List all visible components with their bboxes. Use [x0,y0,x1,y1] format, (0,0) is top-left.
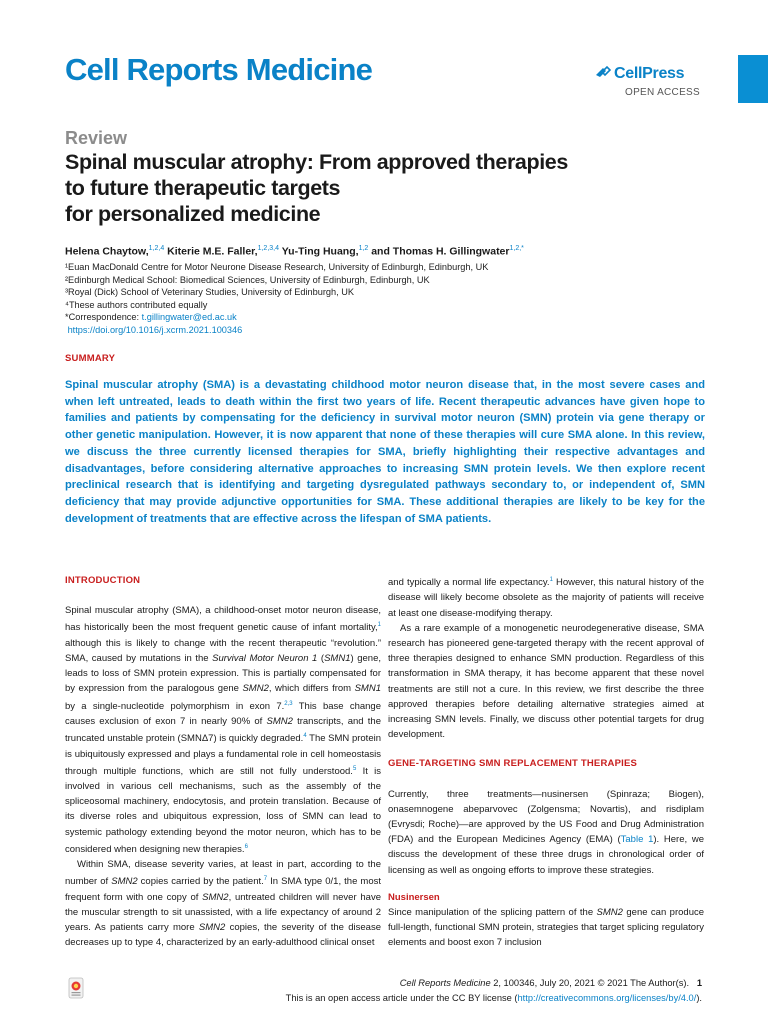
citation-ref[interactable]: 5 [352,765,357,772]
gene-name: SMN2 [111,876,138,888]
text: However, this natural history of the disease will likely become obsolete as the majority of patients will receive at least one disease-modifying therapy. [388,577,704,619]
journal-color-tab [738,55,768,103]
title-line-1: Spinal muscular atrophy: From approved therapies [65,150,568,174]
author-name[interactable]: and Thomas H. Gillingwater [371,245,510,258]
text: ( [317,652,325,664]
gene-name: SMN1 [354,683,381,695]
publisher-name: CellPress [614,65,685,82]
text: transcripts, and the truncated unstable protein (SMNΔ7) is quickly degraded. [65,715,381,745]
author-name[interactable]: Yu-Ting Huang, [281,245,359,258]
left-column [65,573,381,951]
gene-name: SMN1 [324,652,351,664]
text: Since manipulation of the splicing pattern of the [388,907,597,919]
footer-journal: Cell Reports Medicine [399,978,491,988]
check-for-updates-icon[interactable] [68,977,84,999]
table-1-link[interactable]: Table 1 [620,834,654,846]
citation-line [400,978,702,988]
affiliation-2: ²Edinburgh Medical School: Biomedical Sciences, University of Edinburgh, Edinburgh, UK [65,274,430,285]
gene-targeting-heading: GENE-TARGETING SMN REPLACEMENT THERAPIES [388,758,638,770]
correspondence [65,311,715,324]
right-column [388,573,704,951]
author-affil-sup: 1,2,* [509,245,524,252]
citation-ref[interactable]: 2,3 [284,700,293,707]
gene-name: SMN2 [266,715,293,727]
gene-name: SMN2 [198,922,226,934]
cellpress-logo[interactable] [594,65,684,83]
introduction-heading: INTRODUCTION [65,575,141,586]
text: In SMA type 0/1, the most frequent form with one copy of [65,876,381,903]
gene-name: SMN2 [202,891,229,903]
text: , untreated children will never have the muscular strength to sit unassisted, with a life expectancy of around 2 years. As patients carry more [65,891,381,934]
gene-name: Survival Motor Neuron 1 [212,652,318,664]
affiliation-1: ¹Euan MacDonald Centre for Motor Neurone Disease Research, University of Edinburgh, Edinburgh, UK [65,262,489,272]
text: The SMN protein is ubiquitously expressed and plays a fundamental role in cell homeostasis through multiple functions, which are still not fully understood. [65,733,381,777]
nusinersen-heading: Nusinersen [388,891,440,903]
citation-ref[interactable]: 6 [244,843,248,850]
correspondence-label: *Correspondence: [65,312,142,323]
title-line-2: to future therapeutic targets [65,176,341,200]
text: It is involved in various cell mechanisms, such as the assembly of the spliceosomal machinery, endocytosis, and protein translation. Because of its diverse roles and ubiquitous expression, loss of SMN can lead to systemic pathology extending beyond the motor neuron, which has to be considered when designing new therapies. [65,765,381,856]
license-text: This is an open access article under the CC BY license ( [285,993,518,1003]
text: by a single-nucleotide polymorphism in exon 7. [65,700,285,712]
gene-name: SMN2 [596,907,623,919]
citation-ref[interactable]: 7 [263,876,268,883]
cellpress-icon [594,65,612,79]
title-line-3: for personalized medicine [65,202,321,226]
summary-text: Spinal muscular atrophy (SMA) is a devastating childhood motor neuron disease that, in the most severe cases and when left untreated, leads to death within the first two years of life. Recent therapeutic advances have given hope to families and patients by compensating for the deficiency in survival motor neuron (SMN) protein via gene therapy or other genetic manipulation. However, it is now apparent that none of these therapies will cure SMA alone. In this review, we discuss the three currently licensed therapies for SMA, briefly highlighting their respective advantages and disadvantages, before considering alternative approaches to increasing SMN protein levels. We then explore recent preclinical research that is identifying and targeting dysregulated pathways secondary to, or independent of, SMN deficiency that may provide adjunctive opportunities for SMA. These additional therapies are likely to be key for the development of treatments that are effective across the lifespan of SMA patients. [65,379,705,525]
doi [65,324,715,337]
affiliation-4: ⁴These authors contributed equally [65,299,208,310]
text: Spinal muscular atrophy (SMA), a childhood-onset motor neuron disease, has historically been the most frequent genetic cause of infant mortality, [65,605,381,634]
author-affil-sup: 1,2 [358,245,369,252]
text: Currently, three treatments—nusinersen (Spinraza; Biogen), onasemnogene abeparvovec (Zolgensma; Novartis), and risdiplam (Evrysdi; Roche)—are approved by the US Food and Drug Administration (FDA) and the European Medicines Agency (EMA) ( [388,788,704,846]
summary-heading: SUMMARY [65,353,116,364]
author-name[interactable]: Kiterie M.E. Faller, [167,245,258,258]
text: Within SMA, disease severity varies, at least in part, according to the number of [65,859,381,888]
author-list [65,245,715,258]
author-affil-sup: 1,2,3,4 [257,245,280,252]
citation-ref[interactable]: 1 [377,622,381,629]
license-line [286,993,702,1003]
text: This base change causes exclusion of exon 7 in nearly 90% of [65,700,381,727]
text: although this is likely to change with the recent therapeutic “revolution.” SMA, caused by mutations in the [65,637,381,664]
nusinersen-paragraph [388,905,704,951]
article-title [65,149,705,227]
affiliations [65,261,715,337]
text: gene can produce full-length, functional SMN protein, strategies that target splicing regulatory elements and boost exon 7 inclusion [388,907,705,949]
citation-ref[interactable]: 4 [303,733,307,740]
text: ). Here, we discuss the development of these three drugs in chronological order of licensing as well as ongoing efforts to improve these strategies. [388,834,704,876]
doi-link[interactable]: https://doi.org/10.1016/j.xcrm.2021.100346 [67,324,243,335]
gene-paragraph-1 [388,787,704,878]
correspondence-email-link[interactable]: t.gillingwater@ed.ac.uk [141,312,237,323]
author-affil-sup: 1,2,4 [148,245,165,252]
gene-name: SMN2 [242,683,269,695]
author-name[interactable]: Helena Chaytow, [65,245,149,258]
article-type: Review [65,128,128,148]
affiliation-3: ³Royal (Dick) School of Veterinary Studies, University of Edinburgh, UK [65,287,355,298]
citation-ref[interactable]: 1 [549,577,553,583]
text: ) gene, leads to loss of SMN protein expression. This is partially compensated for by expression from the paralogous gene [65,652,381,695]
text: copies, the severity of the disease decreases up to type 4, characterized by an early-adulthood clinical onset [65,922,381,949]
page-number: 1 [696,978,702,988]
license-text-end: ). [696,993,702,1003]
text: and typically a normal life expectancy. [388,577,550,589]
journal-title: Cell Reports Medicine [65,52,373,87]
right-paragraph-2: As a rare example of a monogenetic neurodegenerative disease, SMA research has pioneered gene-targeted therapy with the recent approval of three therapies designed to enhance SMN production. Regardless of this transformation in SMA therapy, it has become apparent that these novel treatments are still not a cure. In this review, we first describe the three approved therapies before detailing alternative strategies aimed at increasing SMN levels. Finally, we discuss other potential targets for drug development. [388,622,704,741]
right-paragraph-1 [388,573,704,621]
footer-citation: 2, 100346, July 20, 2021 © 2021 The Author(s). [490,978,690,988]
text: copies carried by the patient. [137,876,264,888]
intro-paragraph-2 [65,857,381,950]
license-link[interactable]: http://creativecommons.org/licenses/by/4.0/ [517,993,697,1003]
text: , which differs from [268,683,355,695]
open-access-label: OPEN ACCESS [625,87,700,98]
intro-paragraph-1 [65,603,381,857]
